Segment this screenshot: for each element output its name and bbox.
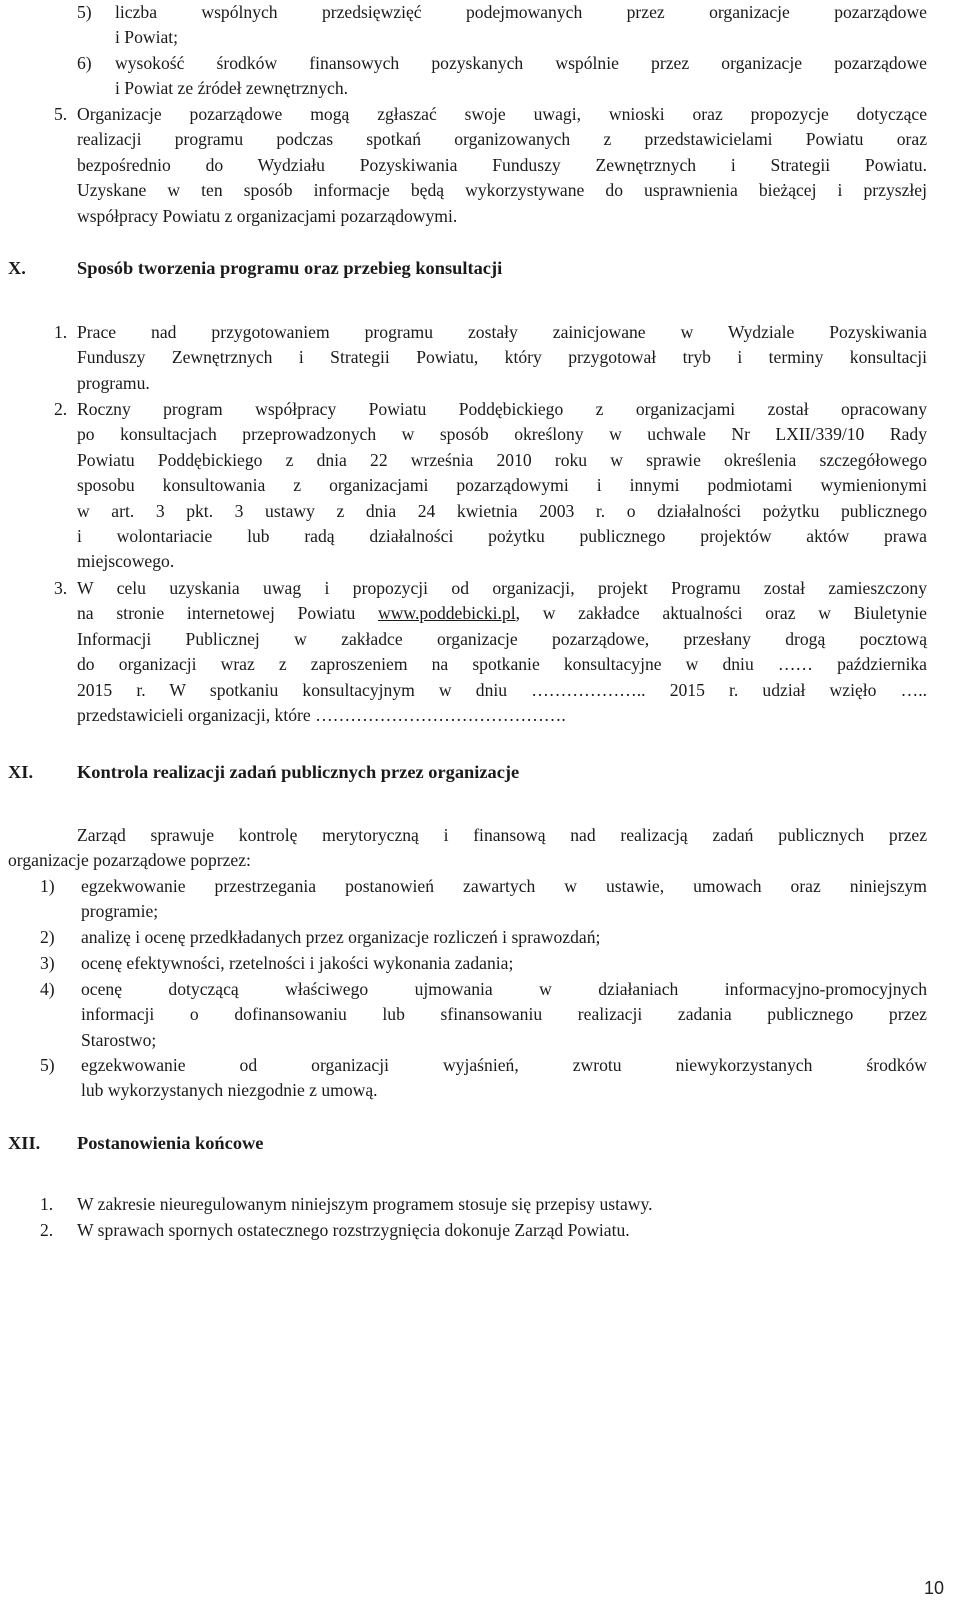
section-intro: Zarząd sprawuje kontrolę merytoryczną i finansową nad realizacją zadań publicznych przez organizacje pozarządowe poprzez: [8,825,927,871]
list-item-text: analizę i ocenę przedkładanych przez organizacje rozliczeń i sprawozdań; [81,927,601,947]
list-item-label: 5) [77,2,92,22]
list-item-text: Prace nad przygotowaniem programu zostały zainicjowane w Wydziale Pozyskiwania Funduszy Zewnętrznych i Strategii Powiatu, który przygotował tryb i terminy konsultacji programu. [77,322,927,393]
section-title: Kontrola realizacji zadań publicznych przez organizacje [77,762,520,782]
list-item-text: liczba wspólnych przedsięwzięć podejmowanych przez organizacje pozarządowe i Powiat; [115,2,927,48]
list-item-text: egzekwowanie przestrzegania postanowień zawartych w ustawie, umowach oraz niniejszym programie; [81,876,927,922]
section-number: X. [8,258,26,278]
list-item-text: wysokość środków finansowych pozyskanych wspólnie przez organizacje pozarządowe i Powiat ze źródeł zewnętrznych. [115,53,927,99]
list-item-label: 2. [54,399,68,419]
list-item-label: 1. [54,322,68,342]
list-item-label: 2) [40,927,55,947]
list-item-label: 3. [54,578,68,598]
list-item-label: 5. [54,104,68,124]
list-item-text: W zakresie nieuregulowanym niniejszym programem stosuje się przepisy ustawy. [77,1194,653,1214]
list-item-label: 6) [77,53,92,73]
list-item-text: ocenę dotyczącą właściwego ujmowania w działaniach informacyjno-promocyjnych informacji o dofinansowaniu lub sfinansowaniu realizacji zadania publicznego przez Starostwo; [81,979,927,1050]
list-item-text: W sprawach spornych ostatecznego rozstrzygnięcia dokonuje Zarząd Powiatu. [77,1220,630,1240]
list-item-label: 4) [40,979,55,999]
list-item-label: 5) [40,1055,55,1075]
section-number: XI. [8,762,34,782]
list-item-label: 1) [40,876,55,896]
section-title: Sposób tworzenia programu oraz przebieg konsultacji [77,258,503,278]
list-item-text: egzekwowanie od organizacji wyjaśnień, zwrotu niewykorzystanych środków lub wykorzystanych niezgodnie z umową. [81,1055,927,1101]
list-item-text: Roczny program współpracy Powiatu Poddębickiego z organizacjami został opracowany po konsultacjach przeprowadzonych w sposób określony w uchwale Nr LXII/339/10 Rady Powiatu Poddębickiego z dnia 22 września 2010 roku w sprawie określenia szczegółowego sposobu konsultowania z organizacjami pozarządowymi i innymi podmiotami wymienionymi w art. 3 pkt. 3 ustawy z dnia 24 kwietnia 2003 r. o działalności pożytku publicznego i wolontariacie lub radą działalności pożytku publicznego projektów aktów prawa miejscowego. [77,399,927,572]
list-item-label: 3) [40,953,55,973]
page-number: 10 [923,1578,944,1598]
list-item-text: ocenę efektywności, rzetelności i jakości wykonania zadania; [81,953,514,973]
list-item-text: Organizacje pozarządowe mogą zgłaszać swoje uwagi, wnioski oraz propozycje dotyczące realizacji programu podczas spotkań organizowanych z przedstawicielami Powiatu oraz bezpośrednio do Wydziału Pozyskiwania Funduszy Zewnętrznych i Strategii Powiatu. Uzyskane w ten sposób informacje będą wykorzystywane do usprawnienia bieżącej i przyszłej współpracy Powiatu z organizacjami pozarządowymi. [77,104,927,226]
website-link[interactable]: www.poddebicki.pl [377,603,516,624]
section-title: Postanowienia końcowe [77,1133,264,1153]
list-item-text: W celu uzyskania uwag i propozycji od organizacji, projekt Programu został zamieszczony na stronie internetowej Powiatu www.poddebicki.pl, w zakładce aktualności oraz w Biuletynie Informacji Publicznej w zakładce organizacje pozarządowe, przesłany drogą pocztową do organizacji wraz z zaproszeniem na spotkanie konsultacyjne w dniu …… października 2015 r. W spotkaniu konsultacyjnym w dniu ……………….. 2015 r. udział wzięło ….. przedstawicieli organizacji, które ……………………………………. [77,578,927,726]
list-item-label: 2. [40,1220,54,1240]
list-item-label: 1. [40,1194,54,1214]
section-number: XII. [8,1133,41,1153]
